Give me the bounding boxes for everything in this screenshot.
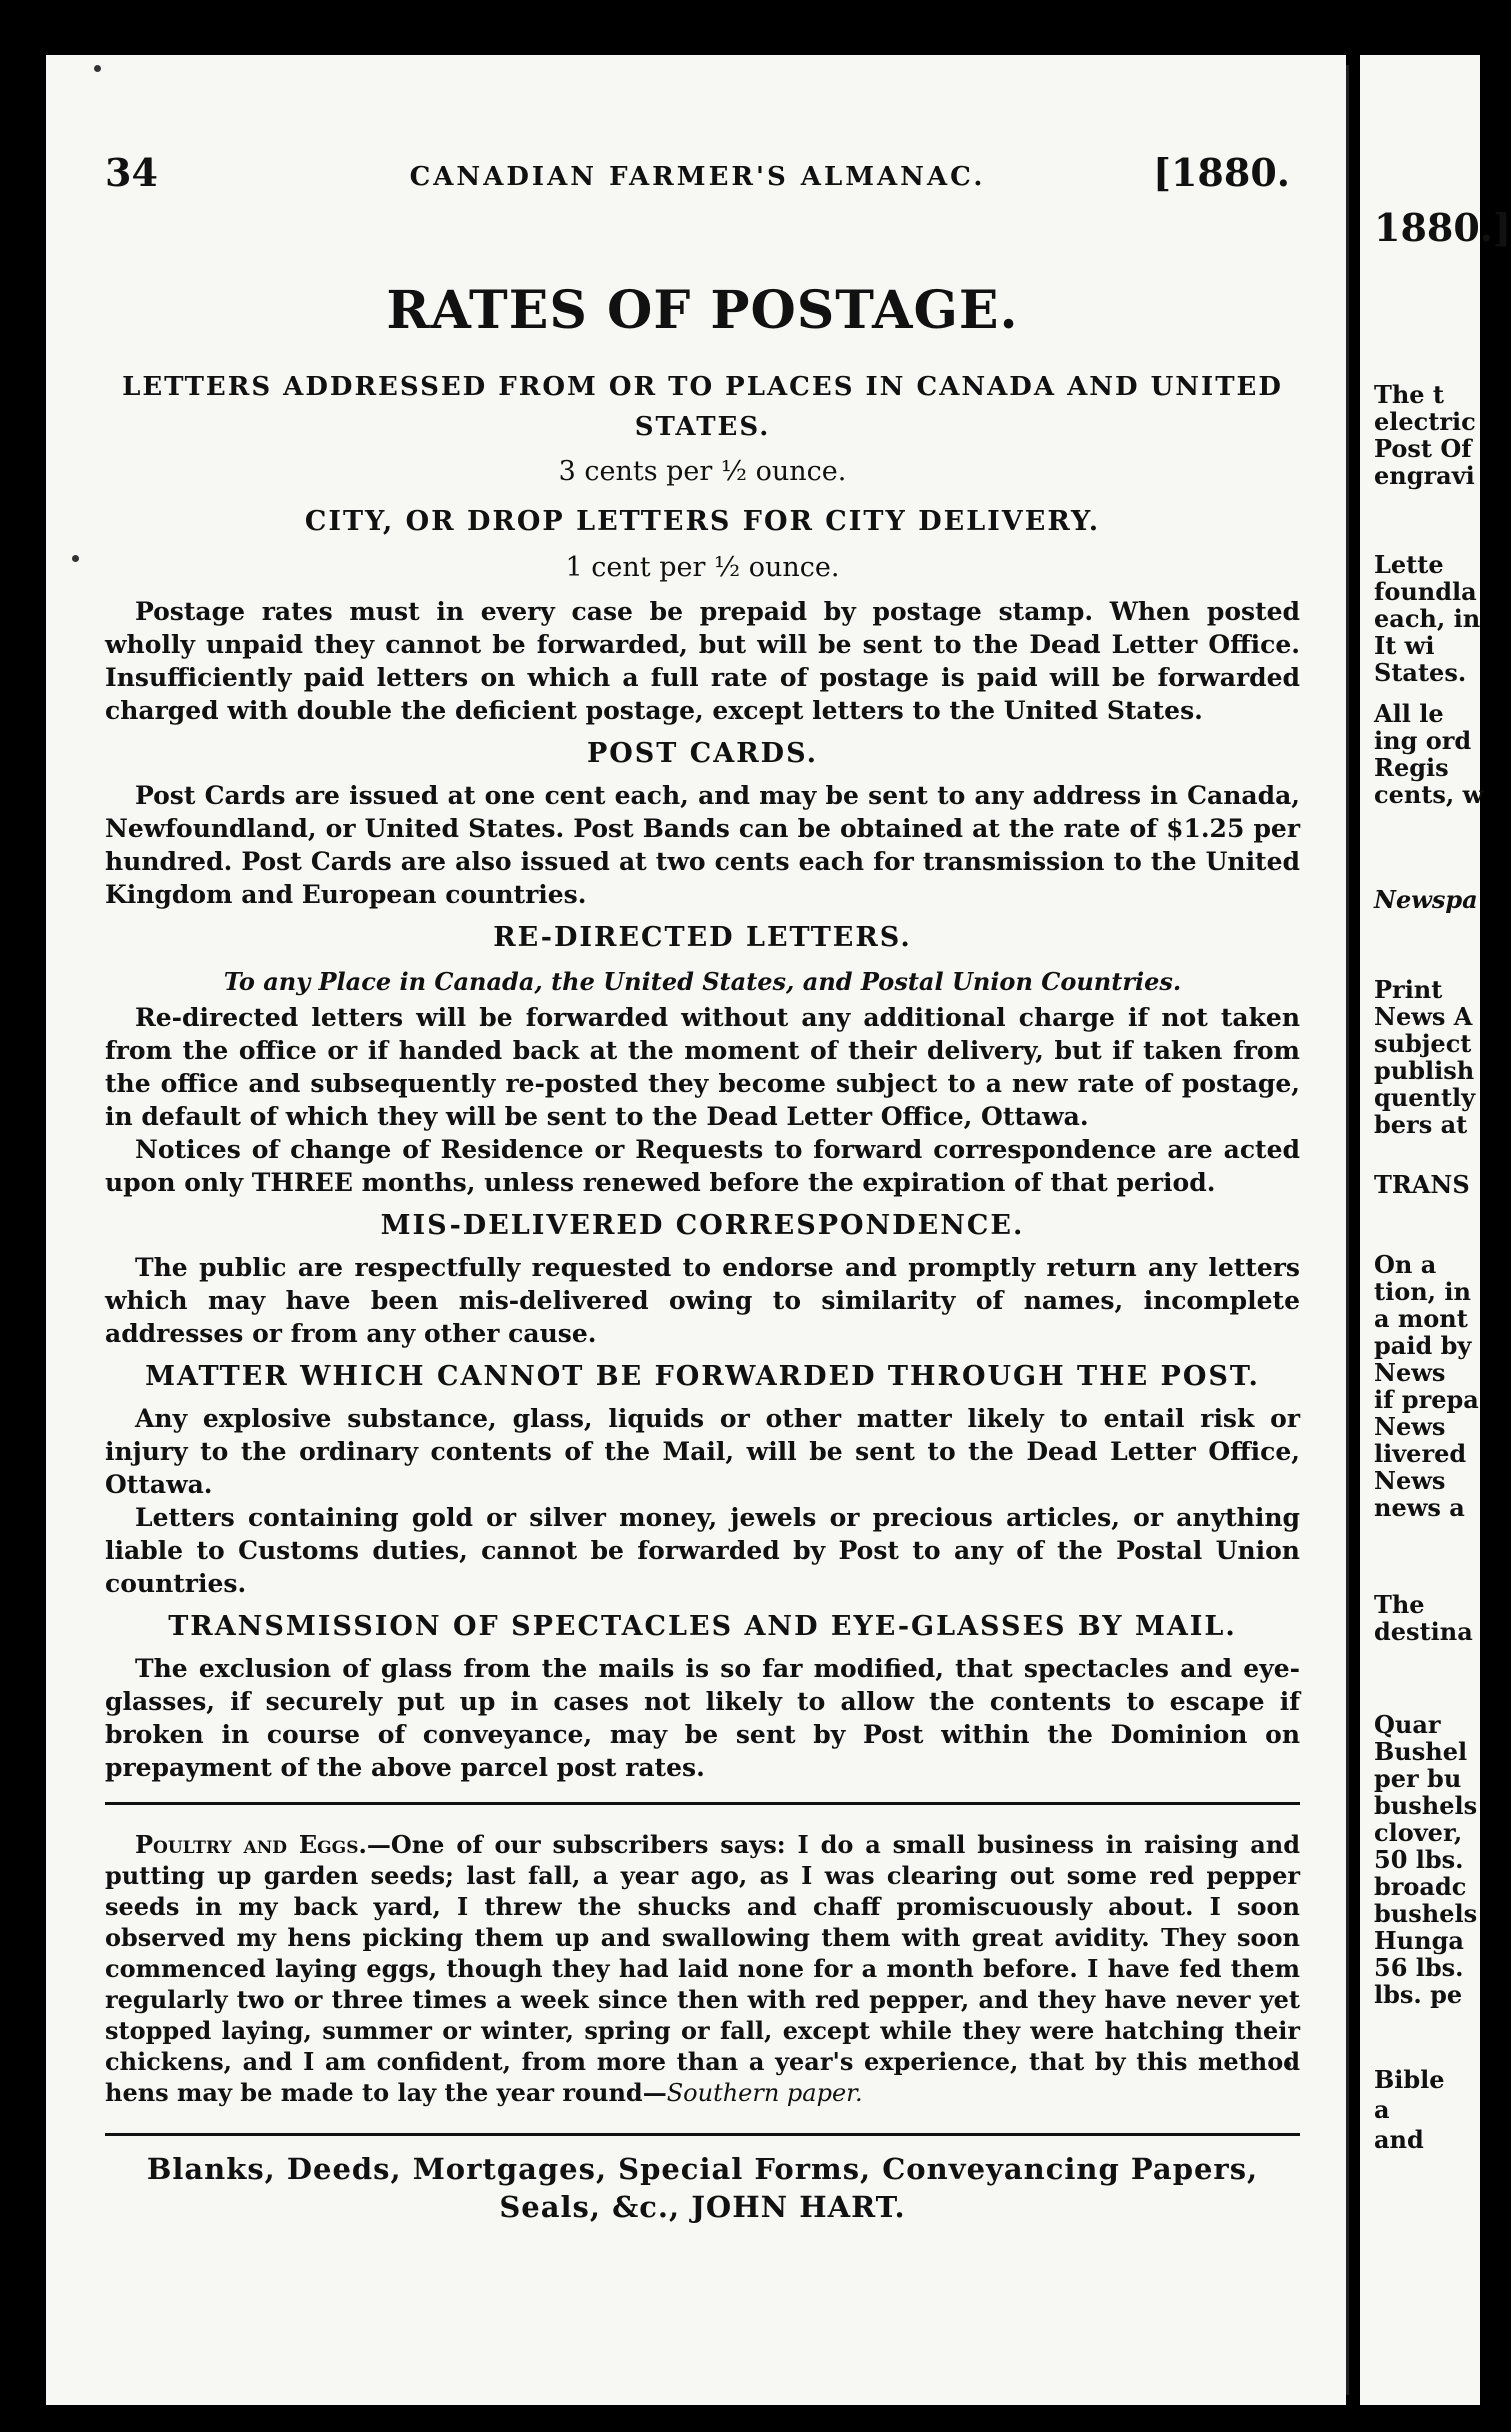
- facing-page-line: and: [1374, 2125, 1424, 2154]
- facing-page-line: if prepa: [1374, 1385, 1479, 1414]
- facing-page-line: electric: [1374, 407, 1476, 436]
- facing-page-line: Hunga: [1374, 1926, 1464, 1955]
- facing-page-line: Bible: [1374, 2065, 1445, 2094]
- spectacles-heading: TRANSMISSION OF SPECTACLES AND EYE-GLASSES BY MAIL.: [168, 1611, 1237, 1642]
- page-number: 34: [105, 150, 158, 195]
- facing-page-line: Post Of: [1374, 434, 1472, 463]
- redirected-subheading: To any Place in Canada, the United States, and Postal Union Countries.: [223, 967, 1182, 996]
- facing-page-line: bers at: [1374, 1110, 1468, 1139]
- prepaid-paragraph: Postage rates must in every case be prepaid by postage stamp. When posted wholly unpaid they cannot be forwarded, but will be sent to the Dead Letter Office. Insufficiently paid letters on which a full rate of postage is paid will be forwarded charged with double the deficient postage, except letters to the United States.: [105, 597, 1300, 725]
- facing-page-line: livered: [1374, 1439, 1467, 1468]
- poultry-note-text: —One of our subscribers says: I do a small business in raising and putting up garden seeds; last fall, a year ago, as I was clearing out some red pepper seeds in my back yard, I threw the shucks and chaff promiscuously about. I soon observed my hens picking them up and swallowing them with great avidity. They soon commenced laying eggs, though they had laid none for a month before. I have fed them regularly two or three times a week since then with red pepper, and they have never yet stopped laying, summer or winter, spring or fall, except while they were hatching their chickens, and I am confident, from more than a year's experience, that by this method hens may be made to lay the year round—: [105, 1830, 1300, 2107]
- facing-page-line: TRANS: [1374, 1170, 1470, 1199]
- facing-page-line: broadc: [1374, 1872, 1467, 1901]
- gold-paragraph: Letters containing gold or silver money, jewels or precious articles, or anything liable to Customs duties, cannot be forwarded by Post to any of the Postal Union countries.: [105, 1503, 1300, 1598]
- advertisement-line-1: Blanks, Deeds, Mortgages, Special Forms, Conveyancing Papers,: [146, 2152, 1259, 2186]
- facing-page-line: Quar: [1374, 1710, 1441, 1739]
- letters-heading: LETTERS ADDRESSED FROM OR TO PLACES IN CANADA AND UNITED STATES.: [122, 372, 1283, 442]
- facing-page-line: clover,: [1374, 1818, 1463, 1847]
- facing-page-line: News A: [1374, 1002, 1473, 1031]
- facing-page-line: tion, in: [1374, 1277, 1471, 1306]
- notices-paragraph: Notices of change of Residence or Requests to forward correspondence are acted upon only THREE months, unless renewed before the expiration of that period.: [105, 1135, 1300, 1197]
- matter-heading: MATTER WHICH CANNOT BE FORWARDED THROUGH THE POST.: [145, 1361, 1260, 1392]
- running-head: [105, 150, 1290, 230]
- facing-page-line: lbs. pe: [1374, 1980, 1463, 2009]
- facing-page-year: 1880.]: [1374, 205, 1511, 250]
- post-cards-paragraph: Post Cards are issued at one cent each, and may be sent to any address in Canada, Newfoundland, or United States. Post Bands can be obtained at the rate of $1.25 per hundred. Post Cards are also issued at two cents each for transmission to the United Kingdom and European countries.: [105, 781, 1300, 909]
- facing-page-line: each, in: [1374, 604, 1481, 633]
- article-column: [105, 280, 1300, 2226]
- facing-page-line: ing ord: [1374, 726, 1472, 755]
- misdelivered-heading: MIS-DELIVERED CORRESPONDENCE.: [380, 1210, 1025, 1241]
- facing-page-line: a: [1374, 2095, 1390, 2124]
- redirected-heading: RE-DIRECTED LETTERS.: [493, 922, 912, 953]
- city-letters-heading: CITY, OR DROP LETTERS FOR CITY DELIVERY.: [304, 506, 1101, 537]
- facing-page-line: per bu: [1374, 1764, 1462, 1793]
- facing-page-line: engravi: [1374, 461, 1475, 490]
- redirected-paragraph: Re-directed letters will be forwarded without any additional charge if not taken from the office or if handed back at the moment of their delivery, but if taken from the office and subsequently re-posted they become subject to a new rate of postage, in default of which they will be sent to the Dead Letter Office, Ottawa.: [105, 1003, 1300, 1131]
- facing-page-line: News: [1374, 1412, 1446, 1441]
- facing-page-line: bushels: [1374, 1791, 1478, 1820]
- poultry-note-source: Southern paper.: [666, 2079, 863, 2107]
- almanac-title: CANADIAN FARMER'S ALMANAC.: [409, 162, 986, 192]
- section-divider: [105, 1802, 1300, 1805]
- facing-page-line: Bushel: [1374, 1737, 1468, 1766]
- facing-page-line: Newspa: [1374, 885, 1478, 914]
- facing-page-line: Lette: [1374, 550, 1444, 579]
- poultry-note: [105, 1829, 1300, 2109]
- ink-speck: [72, 555, 79, 562]
- advertisement-line-2: Seals, &c., JOHN HART.: [499, 2190, 906, 2224]
- misdelivered-paragraph: The public are respectfully requested to endorse and promptly return any letters which may have been mis-delivered owing to similarity of names, incomplete addresses or from any other cause.: [105, 1253, 1300, 1348]
- facing-page-line: news a: [1374, 1493, 1465, 1522]
- city-letters-rate: 1 cent per ½ ounce.: [565, 552, 840, 583]
- facing-page-line: The t: [1374, 380, 1445, 409]
- facing-page-line: 56 lbs.: [1374, 1953, 1464, 1982]
- facing-page-line: States.: [1374, 658, 1467, 687]
- facing-page-line: bushels: [1374, 1899, 1478, 1928]
- facing-page-line: a mont: [1374, 1304, 1468, 1333]
- facing-page: [1360, 55, 1511, 2405]
- facing-page-line: quently: [1374, 1083, 1476, 1112]
- header-year: [1880.: [1153, 150, 1290, 195]
- poultry-note-label: Poultry and Eggs.: [135, 1830, 367, 1859]
- facing-page-line: subject: [1374, 1029, 1472, 1058]
- facing-page-line: News: [1374, 1466, 1446, 1495]
- facing-page-line: cents, w: [1374, 780, 1484, 809]
- facing-page-line: paid by: [1374, 1331, 1472, 1360]
- facing-page-line: publish: [1374, 1056, 1475, 1085]
- facing-page-line: 50 lbs.: [1374, 1845, 1464, 1874]
- facing-page-line: On a: [1374, 1250, 1437, 1279]
- section-divider: [105, 2133, 1300, 2136]
- article-title: RATES OF POSTAGE.: [386, 280, 1019, 341]
- facing-page-line: The: [1374, 1590, 1425, 1619]
- facing-page-line: Regis: [1374, 753, 1449, 782]
- gutter-rule: [1346, 65, 1349, 2395]
- letters-rate: 3 cents per ½ ounce.: [558, 456, 847, 487]
- explosive-paragraph: Any explosive substance, glass, liquids or other matter likely to entail risk or injury to the ordinary contents of the Mail, will be sent to the Dead Letter Office, Ottawa.: [105, 1404, 1300, 1499]
- facing-page-line: Print: [1374, 975, 1443, 1004]
- facing-page-line: It wi: [1374, 631, 1435, 660]
- facing-page-line: destina: [1374, 1617, 1473, 1646]
- facing-page-line: All le: [1374, 699, 1444, 728]
- spectacles-paragraph: The exclusion of glass from the mails is so far modified, that spectacles and eye-glasses, if securely put up in cases not likely to allow the contents to escape if broken in course of conveyance, may be sent by Post within the Dominion on prepayment of the above parcel post rates.: [105, 1654, 1300, 1782]
- post-cards-heading: POST CARDS.: [586, 738, 819, 769]
- facing-page-line: News: [1374, 1358, 1446, 1387]
- facing-page-line: foundla: [1374, 577, 1477, 606]
- ink-speck: [94, 65, 101, 72]
